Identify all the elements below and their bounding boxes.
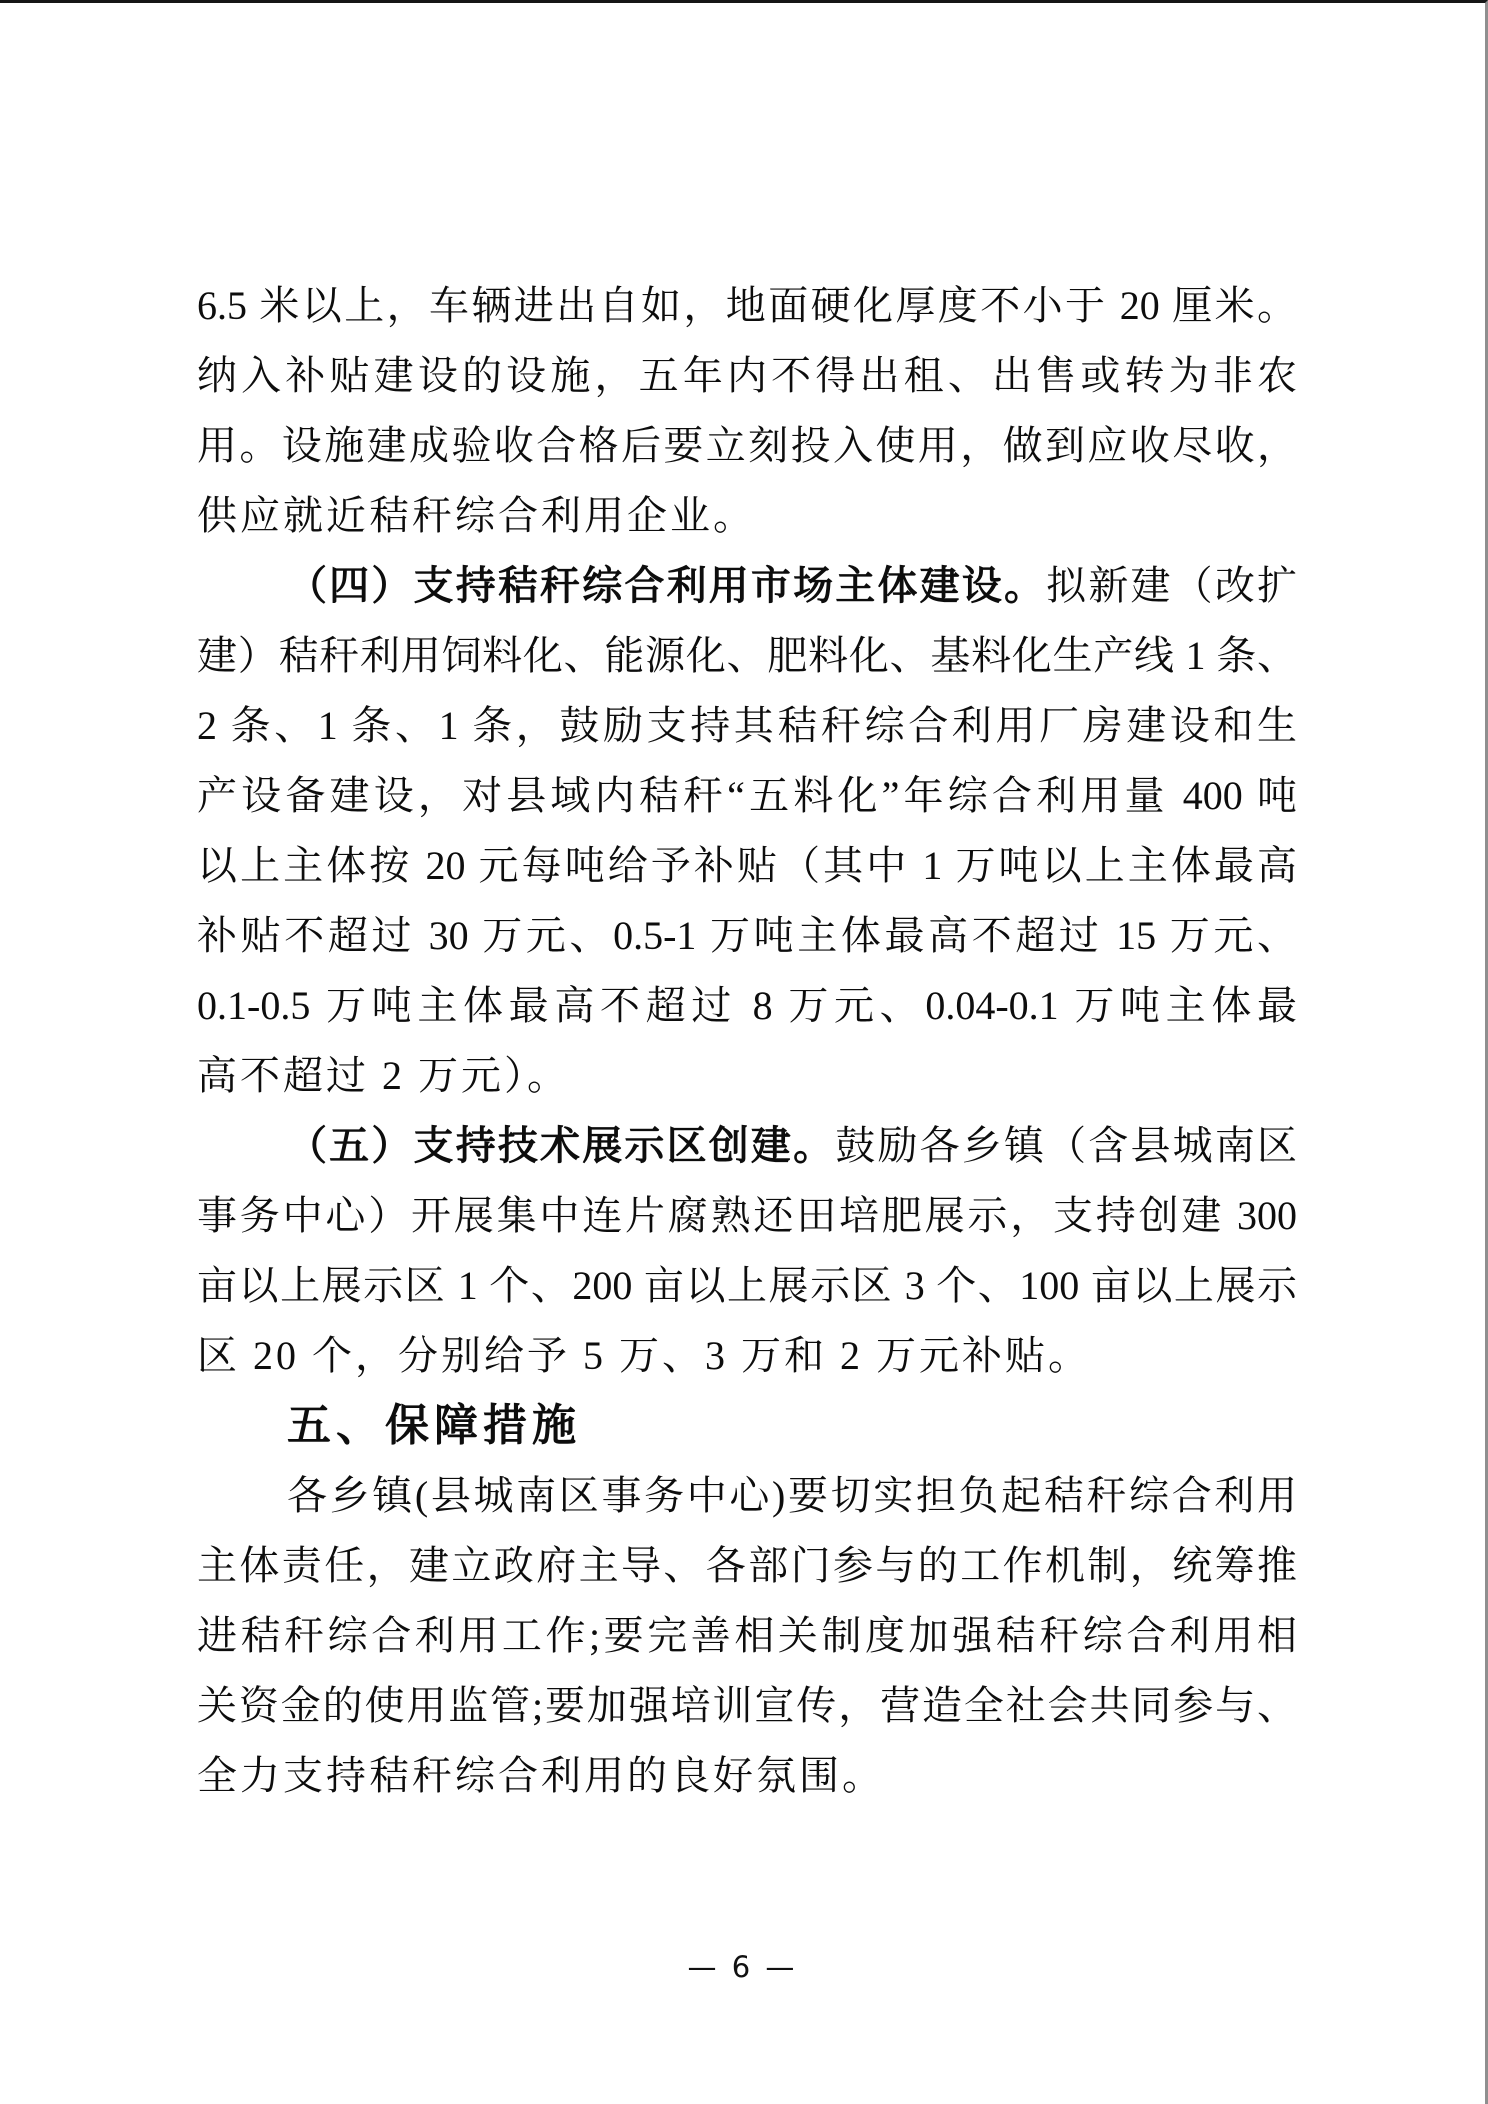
text-line-3	[197, 411, 1297, 481]
body-text: 进秸秆综合利用工作;要完善相关制度加强秸秆综合利用相	[197, 1613, 1297, 1658]
body-text: 供应就近秸秆综合利用企业。	[197, 493, 756, 538]
body-text: 以上主体按 20 元每吨给予补贴（其中 1 万吨以上主体最高	[197, 843, 1297, 888]
text-line-4	[197, 481, 1297, 551]
text-line-20	[197, 1601, 1297, 1671]
text-line-14	[197, 1181, 1297, 1251]
body-text: 区 20 个，分别给予 5 万、3 万和 2 万元补贴。	[197, 1333, 1091, 1378]
text-line-6	[197, 621, 1297, 691]
text-line-16	[197, 1321, 1297, 1391]
text-line-13	[197, 1111, 1297, 1181]
body-text: 主体责任，建立政府主导、各部门参与的工作机制，统筹推	[197, 1543, 1297, 1588]
text-line-19	[197, 1531, 1297, 1601]
body-text: 全力支持秸秆综合利用的良好氛围。	[197, 1753, 885, 1798]
body-text: 关资金的使用监管;要加强培训宣传，营造全社会共同参与、	[197, 1683, 1297, 1728]
body-text: 各乡镇(县城南区事务中心)要切实担负起秸秆综合利用	[287, 1473, 1297, 1518]
section-heading: 五、保障措施	[287, 1401, 581, 1450]
body-text: 纳入补贴建设的设施，五年内不得出租、出售或转为非农	[197, 353, 1297, 398]
paragraph-lead: （五）支持技术展示区创建。	[287, 1123, 836, 1168]
body-text: 2 条、1 条、1 条，鼓励支持其秸秆综合利用厂房建设和生	[197, 703, 1297, 748]
document-body	[197, 271, 1297, 1811]
text-line-11	[197, 971, 1297, 1041]
text-line-21	[197, 1671, 1297, 1741]
body-text: 事务中心）开展集中连片腐熟还田培肥展示，支持创建 300	[197, 1193, 1297, 1238]
body-text: 产设备建设，对县域内秸秆“五料化”年综合利用量 400 吨	[197, 773, 1297, 818]
text-line-8	[197, 761, 1297, 831]
body-text: 鼓励各乡镇（含县城南区	[835, 1123, 1298, 1168]
body-text: 拟新建（改扩	[1046, 563, 1298, 608]
text-line-22	[197, 1741, 1297, 1811]
body-text: 亩以上展示区 1 个、200 亩以上展示区 3 个、100 亩以上展示	[197, 1263, 1297, 1308]
text-line-2	[197, 341, 1297, 411]
text-line-15	[197, 1251, 1297, 1321]
text-line-18	[197, 1461, 1297, 1531]
text-line-10	[197, 901, 1297, 971]
text-line-17	[197, 1391, 1297, 1461]
body-text: 建）秸秆利用饲料化、能源化、肥料化、基料化生产线 1 条、	[197, 633, 1297, 678]
text-line-5	[197, 551, 1297, 621]
body-text: 高不超过 2 万元）。	[197, 1053, 570, 1098]
text-line-9	[197, 831, 1297, 901]
text-line-7	[197, 691, 1297, 761]
body-text: 用。设施建成验收合格后要立刻投入使用，做到应收尽收，	[197, 423, 1297, 468]
body-text: 0.1-0.5 万吨主体最高不超过 8 万元、0.04-0.1 万吨主体最	[197, 983, 1297, 1028]
text-line-1	[197, 271, 1297, 341]
body-text: 补贴不超过 30 万元、0.5-1 万吨主体最高不超过 15 万元、	[197, 913, 1297, 958]
paragraph-lead: （四）支持秸秆综合利用市场主体建设。	[287, 563, 1047, 608]
text-line-12	[197, 1041, 1297, 1111]
body-text: 6.5 米以上，车辆进出自如，地面硬化厚度不小于 20 厘米。	[197, 283, 1297, 328]
page-number: — 6 —	[687, 1950, 798, 1984]
